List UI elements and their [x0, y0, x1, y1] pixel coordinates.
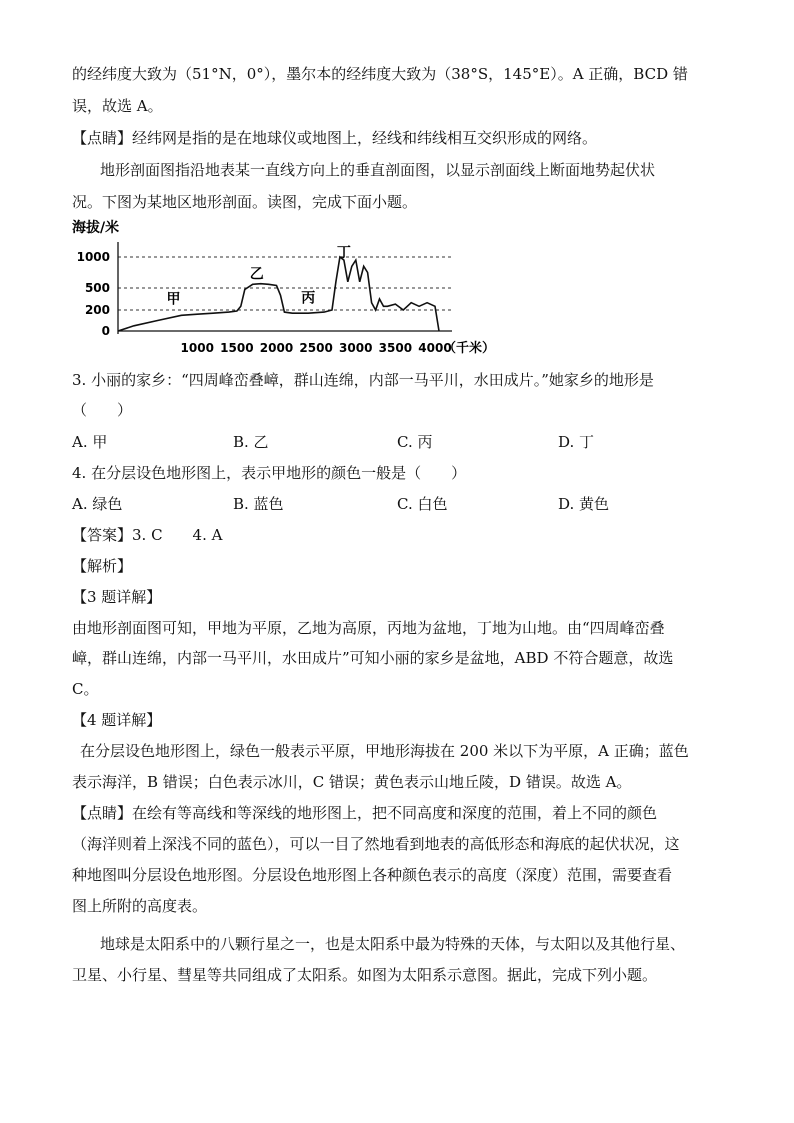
q3-option-d: D. 丁: [558, 433, 595, 451]
terrain-label: 丙: [301, 290, 316, 307]
terrain-label: 丁: [336, 245, 351, 261]
x-tick-label: 1500: [220, 341, 254, 355]
x-ticks: [181, 341, 452, 355]
annotations: [166, 245, 350, 307]
q3-option-b: B. 乙: [233, 433, 269, 451]
q4-option-a: A. 绿色: [72, 495, 123, 513]
intro-line-2: 误，故选 A。: [72, 97, 163, 115]
x-axis-unit: （千米）: [443, 341, 496, 356]
terrain-label: 甲: [166, 291, 181, 308]
answer-line: 【答案】3. C 4. A: [72, 526, 223, 544]
tip2-line-3: 种地图叫分层设色地形图。分层设色地形图上各种颜色表示的高度（深度）范围，需要查看: [72, 866, 673, 884]
analysis-heading: 【解析】: [72, 557, 133, 575]
y-axis-label: 海拔/米: [72, 220, 120, 236]
q3-option-a: A. 甲: [72, 433, 108, 451]
q3-option-c: C. 丙: [397, 433, 433, 451]
y-tick-label: 200: [84, 303, 110, 317]
solar-line-1: 地球是太阳系中的八颗行星之一，也是太阳系中最为特殊的天体，与太阳以及其他行星、: [100, 935, 686, 953]
y-tick-label: 500: [84, 281, 110, 295]
x-tick-label: 2000: [259, 341, 294, 355]
detail4-line-1: 在分层设色地形图上，绿色一般表示平原，甲地形海拔在 200 米以下为平原，A 正确；蓝色: [80, 742, 689, 760]
detail3-line-3: C。: [72, 680, 99, 698]
tip2-line-4: 图上所附的高度表。: [72, 897, 208, 915]
detail3-line-1: 由地形剖面图可知，甲地为平原，乙地为高原，丙地为盆地，丁地为山地。由“四周峰峦叠: [72, 619, 665, 637]
y-tick-label: 0: [101, 324, 110, 338]
detail4-heading: 【4 题详解】: [72, 711, 162, 729]
x-tick-label: 3500: [378, 341, 413, 355]
terrain-profile-chart: [70, 214, 520, 359]
q4-option-c: C. 白色: [397, 495, 448, 513]
y-ticks: [77, 250, 110, 338]
tip2-line-1: 【点睛】在绘有等高线和等深线的地形图上，把不同高度和深度的范围，着上不同的颜色: [72, 804, 658, 822]
tip2-line-2: （海洋则着上深浅不同的蓝色），可以一目了然地看到地表的高低形态和海底的起伏状况，这: [72, 835, 680, 853]
para-line-2: 况。下图为某地区地形剖面。读图，完成下面小题。: [72, 193, 418, 211]
detail3-heading: 【3 题详解】: [72, 588, 162, 606]
detail3-line-2: 嶂，群山连绵，内部一马平川，水田成片”可知小丽的家乡是盆地，ABD 不符合题意，故选: [72, 649, 674, 667]
tip-line: 【点睛】经纬网是指的是在地球仪或地图上，经线和纬线相互交织形成的网络。: [72, 129, 598, 147]
x-tick-label: 4000: [418, 341, 452, 355]
detail4-line-2: 表示海洋，B 错误；白色表示冰川，C 错误；黄色表示山地丘陵，D 错误。故选 A。: [72, 773, 632, 791]
x-tick-label: 1000: [180, 341, 214, 355]
q4-option-b: B. 蓝色: [233, 495, 284, 513]
y-tick-label: 1000: [76, 250, 110, 264]
q3-stem: 3. 小丽的家乡：“四周峰峦叠嶂，群山连绵，内部一马平川，水田成片。”她家乡的地形是: [72, 371, 654, 389]
x-tick-label: 2500: [299, 341, 333, 355]
solar-line-2: 卫星、小行星、彗星等共同组成了太阳系。如图为太阳系示意图。据此，完成下列小题。: [72, 966, 658, 984]
q4-stem: 4. 在分层设色地形图上，表示甲地形的颜色一般是（ ）: [72, 464, 467, 482]
intro-line-1: 的经纬度大致为（51°N，0°），墨尔本的经纬度大致为（38°S，145°E）。A 正确，BCD 错: [72, 65, 688, 83]
x-tick-label: 3000: [339, 341, 373, 355]
terrain-label: 乙: [249, 266, 264, 283]
q3-paren: （ ）: [72, 401, 133, 419]
q4-option-d: D. 黄色: [558, 495, 610, 513]
para-line-1: 地形剖面图指沿地表某一直线方向上的垂直剖面图，以显示剖面线上断面地势起伏状: [100, 161, 656, 179]
